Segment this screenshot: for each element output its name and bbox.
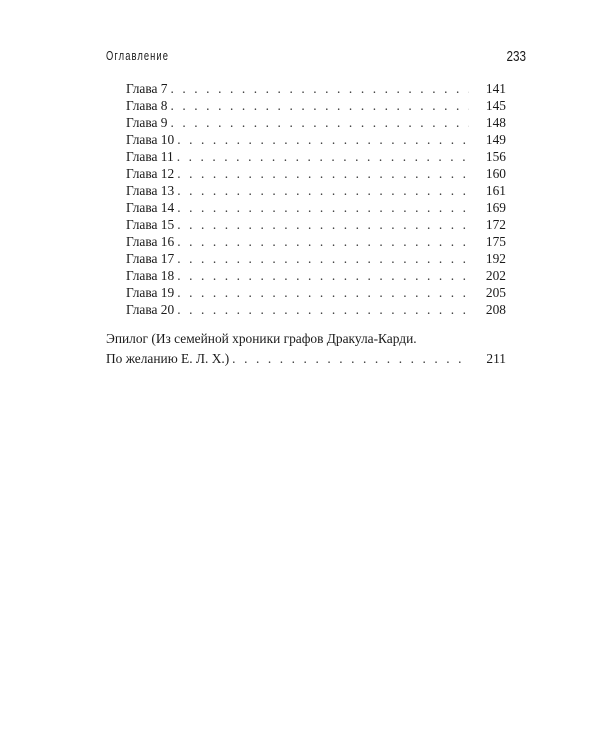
toc-entry-chapter-9[interactable] [126, 114, 506, 131]
toc-entry-label: Глава 17 [126, 251, 175, 266]
toc-entry-label: Глава 12 [126, 166, 175, 181]
toc-entry-label: Глава 14 [126, 200, 175, 215]
toc-entry-page: 160 [485, 166, 506, 181]
toc-entry-chapter-8[interactable] [126, 97, 506, 114]
dot-leader [171, 114, 470, 131]
toc-entry-chapter-10[interactable] [126, 131, 506, 148]
toc-entry-page: 208 [485, 302, 506, 317]
toc-entry-label: Глава 13 [126, 183, 175, 198]
toc-entry-chapter-11[interactable] [126, 148, 506, 165]
toc-entry-label: Глава 11 [126, 149, 174, 164]
running-title: Оглавление [106, 48, 169, 63]
dot-leader [177, 165, 469, 182]
dot-leader [177, 267, 469, 284]
table-of-contents [126, 80, 506, 318]
toc-entry-label: Глава 16 [126, 234, 175, 249]
toc-entry-chapter-16[interactable] [126, 233, 506, 250]
toc-entry-chapter-15[interactable] [126, 216, 506, 233]
toc-entry-label: Глава 9 [126, 115, 168, 130]
dot-leader [177, 301, 469, 318]
toc-entry-epilogue[interactable] [106, 329, 506, 369]
toc-entry-page: 169 [485, 200, 506, 215]
toc-entry-page: 175 [485, 234, 506, 249]
toc-entry-chapter-20[interactable] [126, 301, 506, 318]
toc-entry-chapter-7[interactable] [126, 80, 506, 97]
toc-entry-page: 156 [485, 149, 506, 164]
toc-entry-page: 205 [485, 285, 506, 300]
epilogue-title-line-2-row [106, 349, 506, 369]
dot-leader [177, 216, 469, 233]
toc-entry-page: 202 [485, 268, 506, 283]
dot-leader [177, 199, 469, 216]
toc-entry-page: 161 [485, 183, 506, 198]
epilogue-title-line-2: По желанию Е. Л. Х.) [106, 351, 230, 366]
toc-entry-chapter-12[interactable] [126, 165, 506, 182]
toc-entry-page: 145 [485, 98, 506, 113]
toc-entry-page: 211 [486, 351, 506, 366]
toc-entry-label: Глава 19 [126, 285, 175, 300]
toc-entry-chapter-19[interactable] [126, 284, 506, 301]
toc-entry-label: Глава 18 [126, 268, 175, 283]
toc-entry-page: 192 [485, 251, 506, 266]
dot-leader [177, 131, 469, 148]
dot-leader [177, 148, 469, 165]
toc-entry-label: Глава 20 [126, 302, 175, 317]
dot-leader [171, 80, 470, 97]
toc-entry-page: 141 [485, 81, 506, 96]
toc-entry-chapter-13[interactable] [126, 182, 506, 199]
toc-entry-page: 172 [485, 217, 506, 232]
dot-leader [177, 284, 469, 301]
toc-entry-chapter-17[interactable] [126, 250, 506, 267]
toc-entry-page: 148 [485, 115, 506, 130]
dot-leader [232, 349, 469, 369]
toc-entry-label: Глава 7 [126, 81, 168, 96]
toc-entry-chapter-14[interactable] [126, 199, 506, 216]
epilogue-title-line-1: Эпилог (Из семейной хроники графов Дракула-Карди. [106, 331, 417, 346]
dot-leader [171, 97, 470, 114]
page-number: 233 [506, 48, 526, 65]
toc-entry-label: Глава 15 [126, 217, 175, 232]
running-head [106, 48, 526, 70]
dot-leader [177, 250, 469, 267]
toc-entry-label: Глава 10 [126, 132, 175, 147]
toc-entry-label: Глава 8 [126, 98, 168, 113]
toc-entry-page: 149 [485, 132, 506, 147]
dot-leader [177, 233, 469, 250]
dot-leader [177, 182, 469, 199]
toc-entry-chapter-18[interactable] [126, 267, 506, 284]
